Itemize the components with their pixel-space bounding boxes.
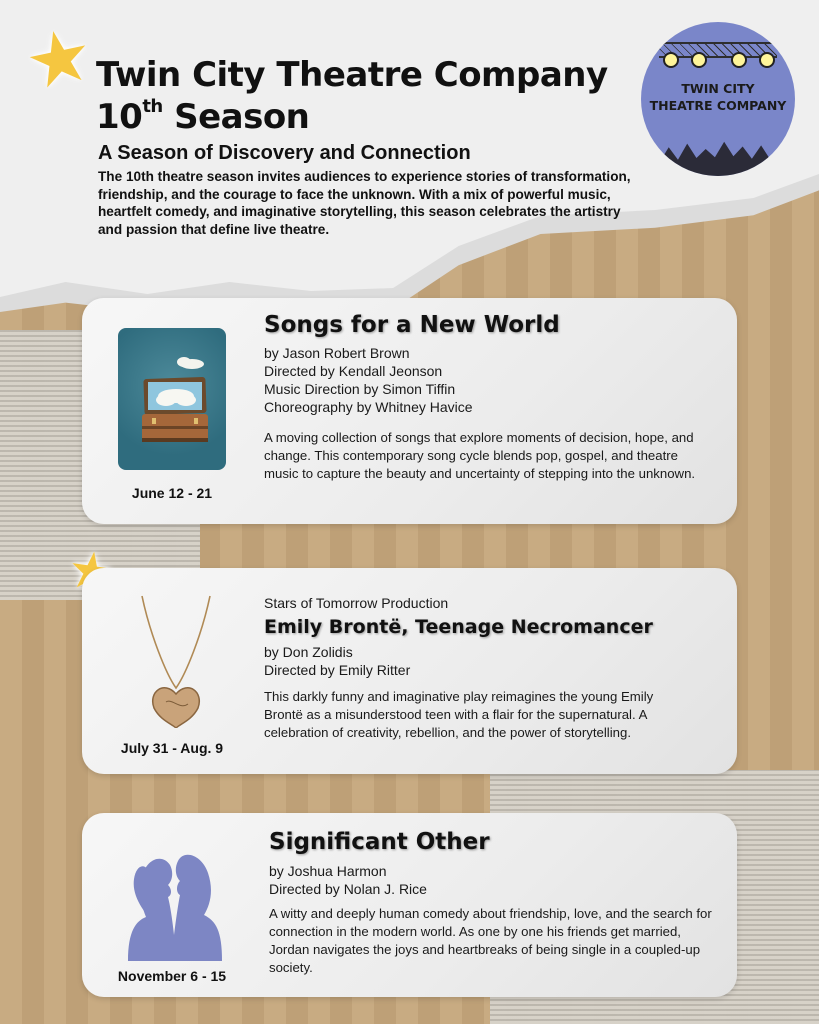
show-card-emily-bronte — [82, 568, 737, 774]
page-title — [96, 54, 608, 138]
star-icon: ★ — [17, 11, 101, 107]
suitcase-clouds-icon — [118, 328, 226, 470]
show-dates: November 6 - 15 — [117, 968, 227, 984]
title-season-word: Season — [162, 97, 310, 137]
show-credits — [264, 344, 473, 416]
spotlight-icon — [759, 52, 775, 68]
credit-line: Music Direction by Simon Tiffin — [264, 381, 456, 397]
couple-silhouette-icon — [122, 835, 228, 961]
production-kicker: Stars of Tomorrow Production — [264, 595, 449, 611]
season-subtitle: A Season of Discovery and Connection — [98, 142, 471, 164]
heart-locket-icon — [136, 594, 216, 728]
credit-line: by Jason Robert Brown — [264, 345, 410, 361]
spotlight-icon — [731, 52, 747, 68]
show-description: A witty and deeply human comedy about friendship, love, and the search for connection in the modern world. As one by one his friends get married, Jordan navigates the joys and heartbreaks of being single in a coupled-up society. — [269, 906, 712, 975]
logo-text-line-2: THEATRE COMPANY — [649, 98, 787, 113]
company-logo — [641, 22, 795, 176]
show-title: Significant Other — [269, 829, 490, 855]
show-description: A moving collection of songs that explore moments of decision, hope, and change. This contemporary song cycle blends pop, gospel, and theatre music to capture the beauty and uncertainty of stepping into the unknown. — [264, 430, 696, 481]
credit-line: by Joshua Harmon — [269, 863, 387, 879]
logo-text-line-1: TWIN CITY — [681, 81, 755, 96]
credit-line: Directed by Kendall Jeonson — [264, 363, 443, 379]
show-credits — [264, 643, 410, 679]
show-dates: June 12 - 21 — [131, 485, 213, 501]
show-credits — [269, 862, 427, 898]
credit-line: Choreography by Whitney Havice — [264, 399, 473, 415]
show-title: Emily Brontë, Teenage Necromancer — [264, 616, 653, 638]
logo-text — [641, 80, 795, 114]
title-line-1: Twin City Theatre Company — [96, 55, 608, 95]
credit-line: by Don Zolidis — [264, 644, 353, 660]
title-ordinal-suffix: th — [142, 96, 163, 117]
show-description: This darkly funny and imaginative play reimagines the young Emily Brontë as a misunderstood teen with a flair for the supernatural. A celebration of creativity, rebellion, and the power of storytelling. — [264, 689, 654, 740]
credit-line: Directed by Nolan J. Rice — [269, 881, 427, 897]
season-intro: The 10th theatre season invites audiences to experience stories of transformation, friendship, and the courage to face the unknown. With a mix of powerful music, heartfelt comedy, and imaginative storytelling, this season celebrates the artistry and passion that define live theatre. — [98, 169, 631, 237]
credit-line: Directed by Emily Ritter — [264, 662, 411, 678]
show-card-significant-other — [82, 813, 737, 997]
spotlight-icon — [663, 52, 679, 68]
title-season-number: 10 — [96, 97, 143, 137]
spotlight-icon — [691, 52, 707, 68]
show-title: Songs for a New World — [264, 312, 560, 338]
show-dates: July 31 - Aug. 9 — [120, 740, 224, 756]
show-card-songs-for-a-new-world — [82, 298, 737, 524]
